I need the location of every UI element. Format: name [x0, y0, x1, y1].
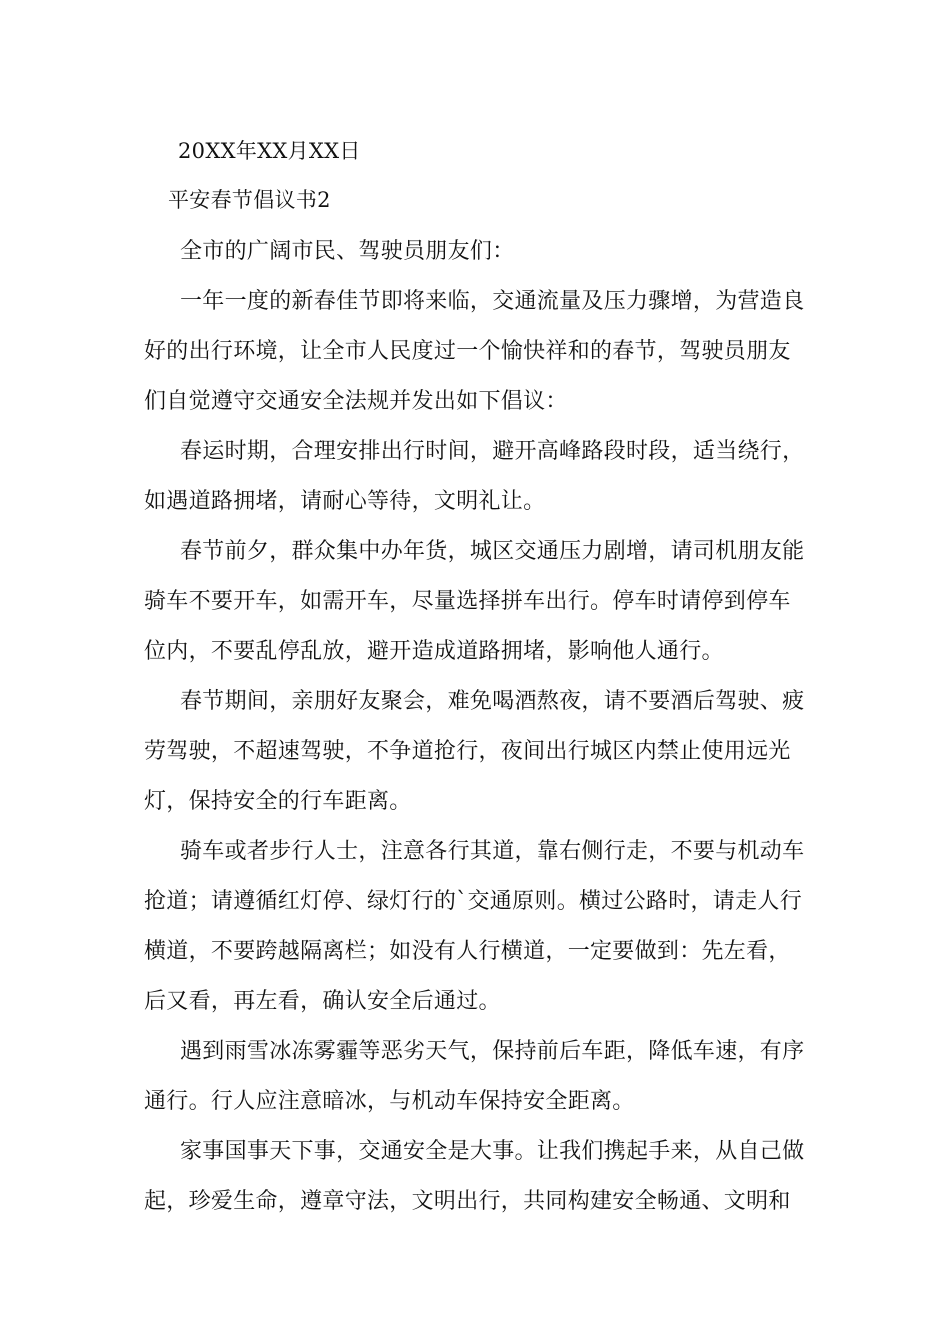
document-date: 20XX年XX月XX日 [178, 139, 361, 163]
paragraph-line: 位内，不要乱停乱放，避开造成道路拥堵，影响他人通行。 [144, 639, 724, 664]
paragraph-line: 横道，不要跨越隔离栏；如没有人行横道，一定要做到：先左看， [144, 939, 791, 964]
paragraph-line: 家事国事天下事，交通安全是大事。让我们携起手来，从自己做 [180, 1139, 805, 1164]
paragraph-line: 骑车不要开车，如需开车，尽量选择拼车出行。停车时请停到停车 [144, 589, 791, 614]
paragraph-line: 如遇道路拥堵，请耐心等待，文明礼让。 [144, 489, 546, 514]
paragraph-line: 遇到雨雪冰冻雾霾等恶劣天气，保持前后车距，降低车速，有序 [180, 1039, 805, 1064]
paragraph-line: 抢道；请遵循红灯停、绿灯行的`交通原则。横过公路时，请走人行 [144, 889, 803, 914]
salutation-line: 全市的广阔市民、驾驶员朋友们： [180, 239, 515, 264]
paragraph-line: 好的出行环境，让全市人民度过一个愉快祥和的春节，驾驶员朋友 [144, 339, 791, 364]
paragraph-line: 通行。行人应注意暗冰，与机动车保持安全距离。 [144, 1089, 635, 1114]
paragraph-line: 春运时期，合理安排出行时间，避开高峰路段时段，适当绕行， [180, 439, 805, 464]
paragraph-line: 后又看，再左看，确认安全后通过。 [144, 989, 501, 1014]
paragraph-line: 一年一度的新春佳节即将来临，交通流量及压力骤增，为营造良 [180, 289, 805, 314]
paragraph-line: 春节期间，亲朋好友聚会，难免喝酒熬夜，请不要酒后驾驶、疲 [180, 689, 805, 714]
document-title: 平安春节倡议书2 [168, 188, 331, 212]
paragraph-line: 们自觉遵守交通安全法规并发出如下倡议： [144, 389, 568, 414]
paragraph-line: 骑车或者步行人士，注意各行其道，靠右侧行走，不要与机动车 [180, 839, 805, 864]
paragraph-line: 劳驾驶，不超速驾驶，不争道抢行，夜间出行城区内禁止使用远光 [144, 739, 791, 764]
paragraph-line: 春节前夕，群众集中办年货，城区交通压力剧增，请司机朋友能 [180, 539, 805, 564]
paragraph-line: 起，珍爱生命，遵章守法，文明出行，共同构建安全畅通、文明和 [144, 1189, 791, 1214]
paragraph-line: 灯，保持安全的行车距离。 [144, 789, 412, 814]
